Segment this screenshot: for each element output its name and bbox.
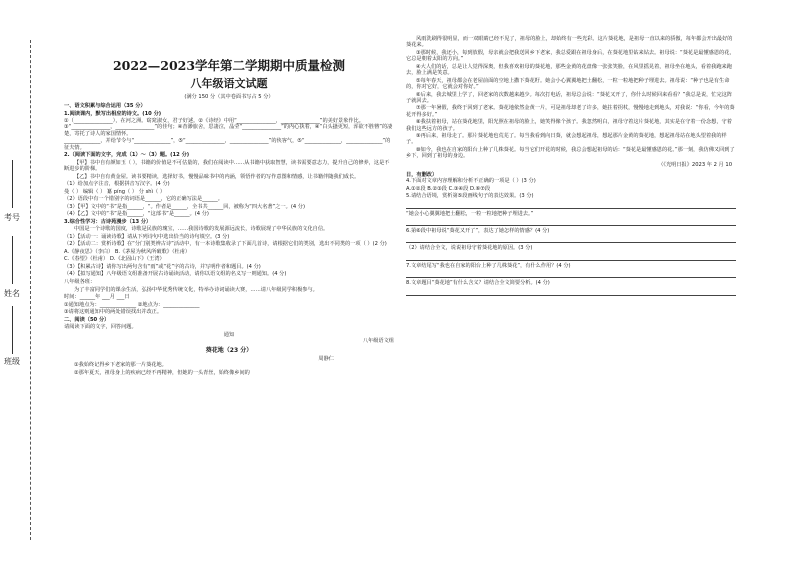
story-paragraph: ①我始终记得乡下老家的那一片葵花地。 bbox=[74, 362, 167, 369]
binding-fill-line bbox=[12, 160, 13, 208]
answer-line[interactable] bbox=[406, 254, 736, 261]
question-heading: 二、阅读（50 分） bbox=[64, 316, 110, 323]
question-line: 为了丰富同学们的课余生活，弘扬中华优秀传统文化，特举办诗词诵读大赛，……请八年级同学积极参与。 bbox=[74, 286, 318, 293]
answer-line[interactable] bbox=[406, 219, 736, 226]
question-line: ______________，并给节令与“______________”，⑤“_______________，_______________”的侠客气，⑤“______________，______________”的征夫情。 bbox=[64, 138, 391, 151]
question-item: 8.文章题目“葵花地”有什么含义？请结合全文简要分析。(4 分) bbox=[406, 280, 550, 287]
question-item: A.①②段 B.②③段 C.③④段 D.⑥⑦段 bbox=[406, 185, 491, 192]
section-heading: 日，有删改） bbox=[406, 172, 438, 179]
story-paragraph: ⑩如今，我也在自家的阳台上种了几株葵花。每当它们开花的时候，我总会想起祖母的话：“葵花是最懂感恩的花。”那一刻，我仿佛又回到了乡下，回到了祖母的身边。 bbox=[406, 147, 735, 160]
question-line: ③请将这则通知中的两处错误找出并改正。 bbox=[64, 309, 163, 316]
story-paragraph: ④大人们的话，总是让人觉得深奥，但我喜欢祖母的葵花地，那些金黄的花盘像一张张笑脸，在风里摇晃着，祖母坐在地头，看着我跑来跑去，脸上满是笑意。 bbox=[406, 63, 732, 77]
binding-fill-line bbox=[12, 306, 13, 354]
binding-label-name: 姓名 bbox=[4, 289, 20, 298]
binding-label-class: 班级 bbox=[4, 357, 20, 366]
question-item: “她会小心翼翼地把土翻松，一粒一粒地把种子埋进去。” bbox=[406, 210, 534, 217]
question-line: A.《静夜思》（李白） B.《茅屋为秋风所破歌》（杜甫） bbox=[64, 248, 191, 255]
exam-title: 2022—2023学年第二学期期中质量检测 bbox=[112, 58, 346, 73]
right-column bbox=[406, 36, 736, 298]
question-line: 时间：______年 ___月 ___日 bbox=[64, 294, 130, 301]
question-heading: 1.阅读课内，默写出相应的诗文。(10 分) bbox=[64, 110, 162, 117]
question-line: 【乙】书中自有黄金屋。读书要精读，选择好书，慢慢品味书中的内涵，领悟作者的写作意图和情感，让书籍伴随我们成长。 bbox=[74, 173, 360, 180]
answer-line[interactable] bbox=[406, 271, 736, 278]
question-line: （4）【拟写通知】八年级语文组准备开展古诗诵读活动，请你以语文组的名义写一则通知。(4 分) bbox=[64, 271, 287, 278]
question-line: ①（_______________），在河之洲。窈窕淑女，君子好逑。②《诗经》中用“_______________，_______________”的美好景象作比。③“_______________，_______________”的佳句；④杳渺旅舍，思凄泣，晶莹“_______________”的内心执着，④“白头搔更短，浑欲不胜簪”的凄楚，寄托了诗人的家国情怀。 bbox=[64, 118, 393, 137]
question-line: C.《春望》（杜甫） D.《北固山下》（王湾） bbox=[64, 256, 165, 263]
question-line: ①通知地点为：______________ ②地点为：______________ bbox=[64, 301, 200, 308]
story-paragraph: ⑤每年春天，祖母都会在老屋前面的空地上撒下葵花籽。她会小心翼翼地把土翻松，一粒一粒地把种子埋进去。祖母说：“种子也是有生命的，你对它好，它就会对你好。” bbox=[406, 77, 730, 90]
notice-title: 通知 bbox=[223, 331, 235, 338]
story-body bbox=[406, 36, 736, 160]
question-item: 4.下面对文章内容理解和分析不正确的一项是（ ）(3 分) bbox=[406, 178, 536, 185]
left-column bbox=[64, 36, 394, 377]
exam-subtitle: 八年级语文试题 bbox=[190, 77, 268, 91]
question-heading: 一、语文积累与综合运用（35 分） bbox=[64, 103, 146, 109]
question-item: 5.请结合语境，赏析第⑤段画线句子的表达效果。(3 分) bbox=[406, 193, 534, 200]
question-item: （2）请结合全文，说说祖母守着葵花地的原因。(3 分) bbox=[406, 245, 533, 252]
story-paragraph: ②那年夏天，祖母身上的疾病已经不再精神，但她的一头青丝，始终像乡间的 bbox=[74, 369, 250, 376]
question-line: 八年级各班： bbox=[64, 279, 96, 285]
story-paragraph: 风雨洗刷得很明显，而一双眼睛已经不见了，祖母的脸上，却始终有一些光彩。这片葵花地，是祖母一直以来的骄傲，每年都会开出最好的葵花来。 bbox=[406, 36, 733, 49]
binding-fill-line bbox=[12, 236, 13, 284]
story-paragraphs bbox=[64, 362, 394, 376]
binding-label-exam-number: 考号 bbox=[4, 213, 20, 222]
exam-score-note: (满分 150 分（其中卷面书写占 5 分） bbox=[184, 93, 274, 100]
question-line: （3）【甲】文中的“书”是指______，“。作者是______，全书共______回，被称为“四大名著”之一。(4 分) bbox=[64, 203, 306, 210]
answer-line[interactable] bbox=[406, 289, 736, 296]
story-paragraph: ⑧我扶着祖母，站在葵花地里，阳光照在祖母的脸上，她笑得像个孩子。我忽然明白，祖母守着这片葵花地，其实是在守着一份念想，守着我们这些远方的孩子。 bbox=[406, 119, 732, 132]
question-line: （2）语段中有一个错别字的词语是______，它的正确写法是______。 bbox=[64, 196, 223, 203]
story-paragraph: ⑦那一年暑假，我终于回到了老家。葵花地依然金黄一片，可是祖母却老了许多，她拄着拐杖，慢慢地走到地头，对我说：“你看，今年的葵花开得多好。” bbox=[406, 105, 735, 118]
binding-margin bbox=[0, 0, 58, 562]
notice-signer: 八年级语文组 bbox=[362, 338, 394, 345]
story-paragraph: ③那时候，我还小，每到放假，母亲就会把我送回乡下老家，我总爱跟在祖母身后，在葵花地里钻来钻去。祖母说：“葵花是最懂感恩的花，它总是朝着太阳的方向。” bbox=[406, 49, 735, 63]
story-paragraph: ⑥后来，我去城里上学了，回老家的次数越来越少。每次打电话，祖母总会说：“葵花又开了，你什么时候回来看看？”我总是说，忙完这阵子就回去。 bbox=[406, 91, 733, 104]
binding-dashed-line bbox=[30, 40, 31, 540]
question-line: （4）【乙】文中的“书”是指______，“这部书”是______。(4 分) bbox=[64, 211, 209, 218]
story-author: 周静仁 bbox=[318, 355, 334, 362]
story-paragraph: ⑨再后来，祖母走了。那片葵花地也荒芜了。每当我看到向日葵，就会想起祖母，想起那片金黄的葵花地，想起祖母站在地头望着我的样子。 bbox=[406, 133, 727, 146]
question-line: （1）给加点字注音，根据拼音写汉字。(4 分) bbox=[64, 181, 170, 188]
question-line: （1）【活动一：诵读诗歌】请从下列诗句中选出恰当的诗句填空。(3 分) bbox=[64, 233, 230, 240]
question-line: 曼（ ） 编辑（ ） 纂 píng（ ） 分 shì（ ） bbox=[64, 188, 166, 195]
question-item: 7.文章结尾写“我也在自家的阳台上种了几株葵花”，有什么作用？(4 分) bbox=[406, 262, 571, 269]
question-line: 请阅读下面的文字，回答问题。 bbox=[64, 324, 137, 331]
story-source: （《光明日报》2023 年 2 月 10 bbox=[658, 161, 732, 168]
question-line: （2）【活动二：赏析诗歌】在“分门别类辨古诗”活动中，有一本诗歌集收录了下面几首诗，请根据它们的类别，选出不同类的一项（ ）(2 分) bbox=[64, 241, 387, 248]
question-list bbox=[406, 178, 736, 295]
answer-line[interactable] bbox=[406, 202, 736, 209]
question-item: 6.第⑥段中祖母说“葵花又开了”，表达了她怎样的情感？(4 分) bbox=[406, 228, 550, 235]
left-question-list bbox=[64, 103, 394, 331]
question-line: （3）【积累古诗】请你写出两句含有“雨”或“花”字的古诗，并写明作者和题目。(4 分) bbox=[64, 263, 261, 270]
story-title: 葵花地（23 分） bbox=[205, 347, 253, 355]
question-line: 中国是一个诗歌的国度，诗歌是民族的瑰宝，……我国诗歌的发展源远流长，诗歌展现了中华民族的文化自信。 bbox=[74, 226, 329, 233]
question-heading: 2.（阅读下面的文字，完成（1）～（3）题。(12 分) bbox=[64, 152, 190, 159]
question-line: 【甲】书中自有颜如玉（ ），书籍的价值是不可估量的，我们在阅读中……从书籍中获取智慧，读书需要意志力，提升自己的修养，这是不断进步的阶梯。 bbox=[64, 159, 390, 173]
answer-line[interactable] bbox=[406, 236, 736, 243]
question-heading: 3.综合性学习：古诗苑漫步（13 分） bbox=[64, 218, 152, 225]
